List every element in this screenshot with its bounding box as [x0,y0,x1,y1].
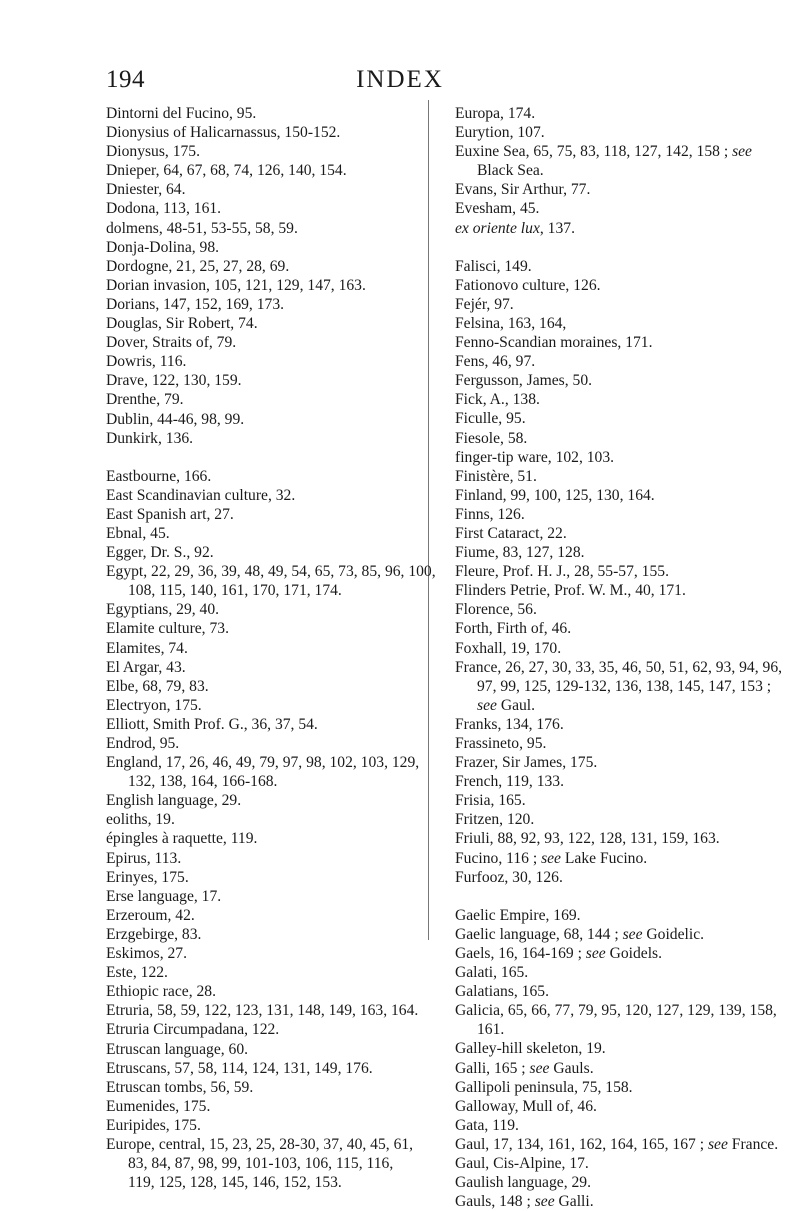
index-entry: Epirus, 113. [106,849,182,867]
index-entry: Drenthe, 79. [106,391,184,409]
index-entry: Donja-Dolina, 98. [106,238,220,256]
index-entry: Elamites, 74. [106,639,188,657]
index-entry: Etruria Circumpadana, 122. [106,1021,280,1039]
index-entry: Galicia, 65, 66, 77, 79, 95, 120, 127, 129, 139, 158, 161. [455,1002,777,1039]
index-entry: Frisia, 165. [455,792,526,810]
index-entry: épingles à raquette, 119. [106,830,258,848]
index-entry: Erse language, 17. [106,887,222,905]
index-entry: Gallipoli peninsula, 75, 158. [455,1078,633,1096]
index-entry: Eumenides, 175. [106,1097,211,1115]
index-entry: Gauls, 148 ; see Galli. [455,1193,594,1211]
index-entry: eoliths, 19. [106,811,175,829]
index-entry: Felsina, 163, 164, [455,314,567,332]
index-entry: Egyptians, 29, 40. [106,601,220,619]
index-entry: Galloway, Mull of, 46. [455,1097,597,1115]
index-entry: Gaelic Empire, 169. [455,906,581,924]
index-entry: Europa, 174. [455,105,536,122]
entry-gap [455,238,760,257]
index-entry: Fick, A., 138. [455,391,540,409]
index-entry: Dorian invasion, 105, 121, 129, 147, 163. [106,276,366,294]
index-entry: ex oriente lux, 137. [455,219,575,237]
index-entry: Fleure, Prof. H. J., 28, 55-57, 155. [455,563,669,581]
index-entry: Este, 122. [106,964,168,982]
index-entry: Dodona, 113, 161. [106,200,222,218]
index-entry: Dorians, 147, 152, 169, 173. [106,295,285,313]
index-entry: Fucino, 116 ; see Lake Fucino. [455,849,648,867]
index-entry: Falisci, 149. [455,257,532,275]
index-entry: Fationovo culture, 126. [455,276,601,294]
index-entry: Finland, 99, 100, 125, 130, 164. [455,486,655,504]
index-entry: Frassineto, 95. [455,735,547,752]
index-entry: Fiume, 83, 127, 128. [455,544,585,562]
index-entry: Endrod, 95. [106,735,180,752]
index-entry: Eurytion, 107. [455,124,545,142]
index-entry: East Scandinavian culture, 32. [106,486,296,504]
index-entry: Galatians, 165. [455,983,549,1001]
index-entry: Erzeroum, 42. [106,906,195,924]
index-entry: Ficulle, 95. [455,410,526,428]
index-entry: Gaulish language, 29. [455,1174,591,1192]
index-entry: Etruscans, 57, 58, 114, 124, 131, 149, 176. [106,1059,373,1077]
index-entry: Egypt, 22, 29, 36, 39, 48, 49, 54, 65, 73, 85, 96, 100, 108, 115, 140, 161, 170, 171, 174. [106,563,436,600]
index-entry: Galli, 165 ; see Gauls. [455,1059,594,1077]
index-entry: Ethiopic race, 28. [106,983,216,1001]
index-entry: Fens, 46, 97. [455,353,536,371]
index-entry: Finns, 126. [455,505,525,523]
index-entry: East Spanish art, 27. [106,505,234,523]
index-entry: Elbe, 68, 79, 83. [106,677,209,695]
index-entry: Fejér, 97. [455,295,514,313]
index-entry: Electryon, 175. [106,696,202,714]
index-entry: Dnieper, 64, 67, 68, 74, 126, 140, 154. [106,162,347,180]
entry-gap [106,448,416,467]
column-divider [428,100,429,940]
index-entry: Erinyes, 175. [106,868,189,886]
page-number: 194 [106,66,145,93]
index-entry: dolmens, 48-51, 53-55, 58, 59. [106,219,298,237]
index-entry: Dowris, 116. [106,353,187,371]
index-entry: Evesham, 45. [455,200,540,218]
index-column-left [106,104,436,1192]
index-entry: finger-tip ware, 102, 103. [455,448,615,466]
index-entry: Dionysus, 175. [106,143,201,161]
index-entry: Erzgebirge, 83. [106,925,202,943]
index-entry: El Argar, 43. [106,658,186,676]
index-entry: Dordogne, 21, 25, 27, 28, 69. [106,257,290,275]
index-entry: Gaels, 16, 164-169 ; see Goidels. [455,944,663,962]
index-entry: Euxine Sea, 65, 75, 83, 118, 127, 142, 158 ; see Black Sea. [455,143,752,180]
index-entry: Gata, 119. [455,1116,519,1134]
index-entry: Euripides, 175. [106,1116,201,1134]
index-entry: Fenno-Scandian moraines, 171. [455,334,653,352]
index-entry: Etruscan language, 60. [106,1040,249,1058]
index-entry: Dover, Straits of, 79. [106,334,237,352]
index-entry: Europe, central, 15, 23, 25, 28-30, 37, 40, 45, 61, 83, 84, 87, 98, 99, 101-103, 106, 115, 116, 119, 125, 128, 145, 146, 152, 153. [106,1135,414,1192]
index-entry: Gaul, 17, 134, 161, 162, 164, 165, 167 ; see France. [455,1135,779,1153]
index-entry: Dionysius of Halicarnassus, 150-152. [106,124,341,142]
index-entry: Eastbourne, 166. [106,467,212,485]
index-entry: Egger, Dr. S., 92. [106,544,214,562]
index-entry: Foxhall, 19, 170. [455,639,562,657]
index-entry: Forth, Firth of, 46. [455,620,572,638]
index-entry: Douglas, Sir Robert, 74. [106,315,258,333]
entry-gap [455,887,760,906]
index-entry: France, 26, 27, 30, 33, 35, 46, 50, 51, 62, 93, 94, 96, 97, 99, 125, 129-132, 136, 138, 145, 147, 153 ; see Gaul. [455,658,783,714]
index-entry: Galati, 165. [455,964,529,982]
page-title: INDEX [356,66,444,93]
index-entry: Flinders Petrie, Prof. W. M., 40, 171. [455,582,686,600]
index-entry: Etruscan tombs, 56, 59. [106,1078,254,1096]
index-entry: Fergusson, James, 50. [455,372,593,390]
index-entry: Elamite culture, 73. [106,620,229,638]
index-entry: Dintorni del Fucino, 95. [106,105,257,122]
index-entry: Eskimos, 27. [106,945,188,963]
index-entry: Fritzen, 120. [455,811,535,829]
index-entry: Franks, 134, 176. [455,715,564,733]
index-entry: England, 17, 26, 46, 49, 79, 97, 98, 102, 103, 129, 132, 138, 164, 166-168. [106,754,420,791]
index-entry: Furfooz, 30, 126. [455,868,563,886]
index-entry: Dublin, 44-46, 98, 99. [106,410,245,428]
index-entry: Ebnal, 45. [106,524,170,542]
index-entry: Dniester, 64. [106,181,186,199]
index-entry: Etruria, 58, 59, 122, 123, 131, 148, 149, 163, 164. [106,1002,419,1020]
index-entry: Friuli, 88, 92, 93, 122, 128, 131, 159, 163. [455,830,720,848]
index-entry: First Cataract, 22. [455,524,567,542]
index-entry: Evans, Sir Arthur, 77. [455,181,591,199]
index-entry: Florence, 56. [455,601,537,619]
index-entry: Finistère, 51. [455,467,537,485]
index-entry: Frazer, Sir James, 175. [455,754,598,772]
index-entry: Elliott, Smith Prof. G., 36, 37, 54. [106,715,318,733]
index-entry: Gaul, Cis-Alpine, 17. [455,1154,589,1172]
index-entry: Galley-hill skeleton, 19. [455,1040,606,1058]
index-entry: Fiesole, 58. [455,429,528,447]
index-entry: French, 119, 133. [455,773,564,791]
index-column-right [455,104,783,1211]
index-entry: Drave, 122, 130, 159. [106,372,242,390]
index-entry: Gaelic language, 68, 144 ; see Goidelic. [455,925,705,943]
index-entry: English language, 29. [106,792,242,810]
index-entry: Dunkirk, 136. [106,429,194,447]
